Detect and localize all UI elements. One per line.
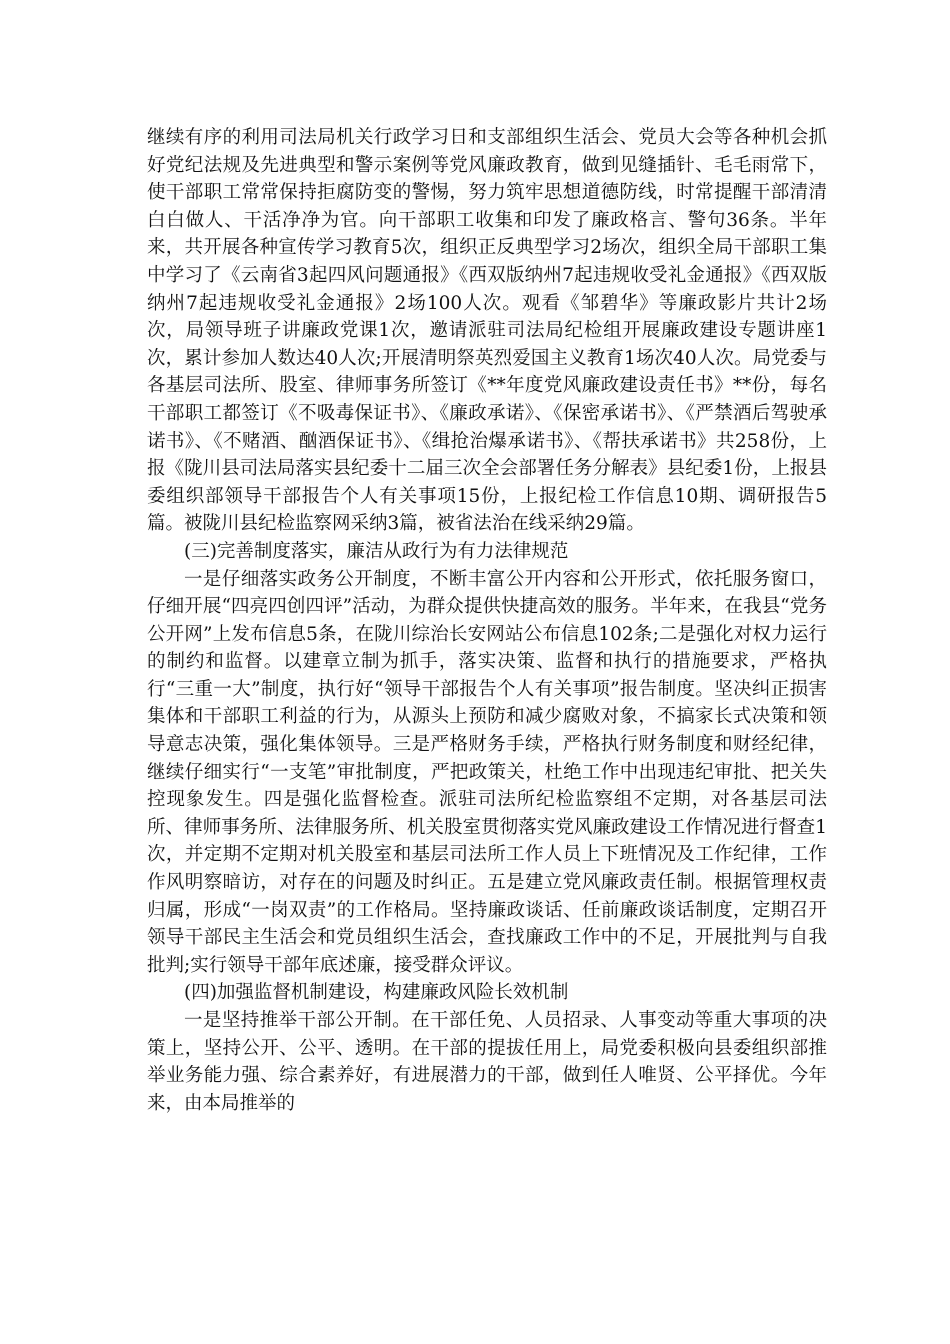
section-heading-3: (三)完善制度落实，廉洁从政行为有力法律规范 bbox=[184, 540, 569, 562]
paragraph-education: 继续有序的利用司法局机关行政学习日和支部组织生活会、党员大会等各种机会抓好党纪法规及先进典型和警示案例等党风廉政教育，做到见缝插针、毛毛雨常下，使干部职工常常保持拒腐防变的警惕，努力筑牢思想道德防线，时常提醒干部清清白白做人、干活净净为官。向干部职工收集和印发了廉政格言、警句36条。半年来，共开展各种宣传学习教育5次，组织正反典型学习2场次，组织全局干部职工集中学习了《云南省3起四风问题通报》《西双版纳州7起违规收受礼金通报》《西双版纳州7起违规收受礼金通报》2场100人次。观看《邹碧华》等廉政影片共计2场次，局领导班子讲廉政党课1次，邀请派驻司法局纪检组开展廉政建设专题讲座1次，累计参加人数达40人次;开展清明祭英烈爱国主义教育1场次40人次。局党委与各基层司法所、股室、律师事务所签订《**年度党风廉政建设责任书》**份，每名干部职工都签订《不吸毒保证书》、《廉政承诺》、《保密承诺书》、《严禁酒后驾驶承诺书》、《不赌酒、酗酒保证书》、《缉抢治爆承诺书》、《帮扶承诺书》共258份，上报《陇川县司法局落实县纪委十二届三次全会部署任务分解表》县纪委1份，上报县委组织部领导干部报告个人有关事项15份，上报纪检工作信息10期、调研报告5篇。被陇川县纪检监察网采纳3篇，被省法治在线采纳29篇。 bbox=[147, 127, 827, 535]
section-heading-4: (四)加强监督机制建设，构建廉政风险长效机制 bbox=[184, 982, 569, 1004]
document-body bbox=[147, 124, 827, 1117]
paragraph-supervision-mechanism: 一是坚持推举干部公开制。在干部任免、人员招录、人事变动等重大事项的决策上，坚持公开、公平、透明。在干部的提拔任用上，局党委积极向县委组织部推举业务能力强、综合素养好，有进展潜力的干部，做到任人唯贤、公平择优。今年来，由本局推举的 bbox=[147, 1010, 827, 1114]
paragraph-system-implementation: 一是仔细落实政务公开制度，不断丰富公开内容和公开形式，依托服务窗口，仔细开展“四亮四创四评”活动，为群众提供快捷高效的服务。半年来，在我县“党务公开网”上发布信息5条，在陇川综治长安网站公布信息102条;二是强化对权力运行的制约和监督。以建章立制为抓手，落实决策、监督和执行的措施要求，严格执行“三重一大”制度，执行好“领导干部报告个人有关事项”报告制度。坚决纠正损害集体和干部职工利益的行为，从源头上预防和减少腐败对象，不搞家长式决策和领导意志决策，强化集体领导。三是严格财务手续，严格执行财务制度和财经纪律，继续仔细实行“一支笔”审批制度，严把政策关，杜绝工作中出现违纪审批、把关失控现象发生。四是强化监督检查。派驻司法所纪检监察组不定期，对各基层司法所、律师事务所、法律服务所、机关股室贯彻落实党风廉政建设工作情况进行督查1次，并定期不定期对机关股室和基层司法所工作人员上下班情况及工作纪律，工作作风明察暗访，对存在的问题及时纠正。五是建立党风廉政责任制。根据管理权责归属，形成“一岗双责”的工作格局。坚持廉政谈话、任前廉政谈话制度，定期召开领导干部民主生活会和党员组织生活会，查找廉政工作中的不足，开展批判与自我批判;实行领导干部年底述廉，接受群众评议。 bbox=[147, 568, 827, 976]
